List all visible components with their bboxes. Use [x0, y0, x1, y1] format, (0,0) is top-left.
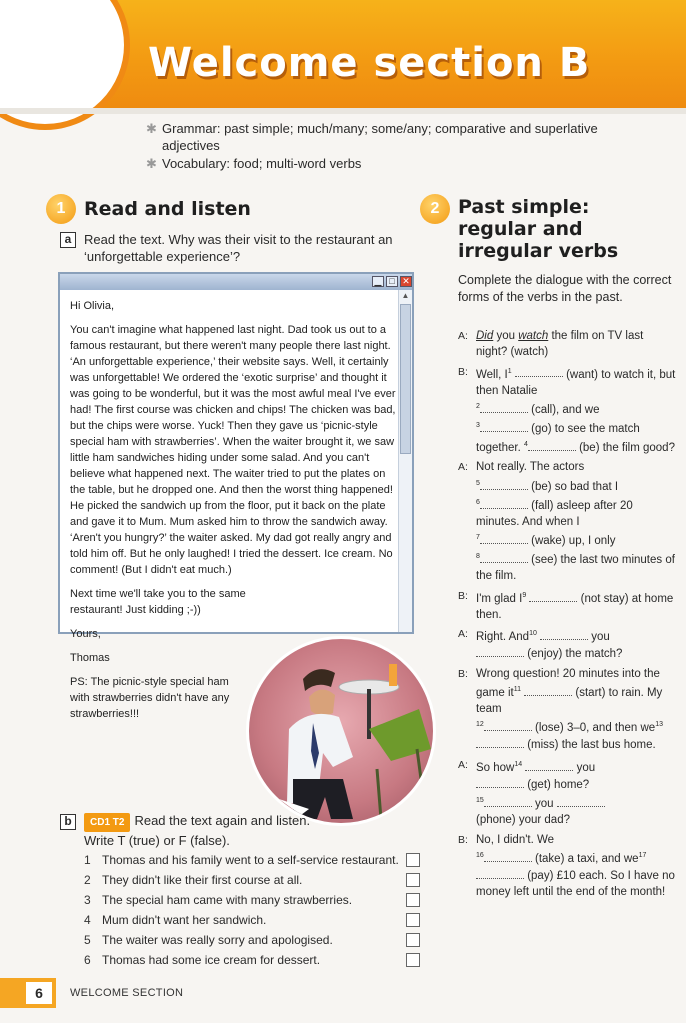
- speaker-label: A:: [458, 461, 468, 474]
- task-a-instruction: Read the text. Why was their visit to the restaurant an ‘unforgettable experience’?: [84, 232, 393, 264]
- dialogue-text: you: [535, 798, 554, 811]
- answer-blank[interactable]: [484, 850, 532, 862]
- dialogue-text: (call), and we: [531, 403, 600, 416]
- list-item: [84, 910, 424, 930]
- cd-track-button[interactable]: CD1 T2: [84, 813, 130, 832]
- dialogue-text: (be) the film good?: [579, 442, 675, 455]
- list-item: [84, 870, 424, 890]
- true-false-list: [84, 850, 424, 970]
- statement-text: The waiter was really sorry and apologised.: [102, 933, 333, 947]
- answer-blank[interactable]: [476, 867, 524, 879]
- email-next-time: Next time we'll take you to the same restaurant! Just kidding ;-)): [70, 588, 246, 616]
- statement-number: 4: [84, 913, 91, 927]
- answer-blank[interactable]: [524, 684, 572, 696]
- answer-blank[interactable]: [476, 736, 524, 748]
- dialogue-text: (want) to watch it, but then Natalie: [476, 368, 676, 397]
- star-bullet-icon: ✱: [146, 121, 157, 136]
- speaker-label: B:: [458, 589, 468, 602]
- dialogue-line: B: I'm glad $I^9$ (not stay) at home then.: [458, 588, 676, 623]
- section-2-title-line: Past simple:: [458, 196, 590, 218]
- page-title: Welcome section B: [148, 40, 591, 86]
- speaker-label: A:: [458, 330, 468, 342]
- grammar-topics: Grammar: past simple; much/many; some/any; comparative and superlative adjectives: [162, 121, 598, 153]
- answer-blank[interactable]: [525, 759, 573, 771]
- dialogue-text: Wrong question! 20 minutes into the game it: [476, 667, 660, 699]
- task-b-letter: b: [60, 814, 76, 830]
- list-item: [84, 950, 424, 970]
- dialogue-line: B: No, I didn't. We $^{16}$ (take) a taxi, and $we^{17}$ (pay) £10 each. So I have no money left until the end of the month!: [458, 832, 676, 901]
- answer-blank[interactable]: [484, 795, 532, 807]
- dialogue-text: (phone) your dad?: [476, 814, 570, 827]
- dialogue-text: So how: [476, 761, 515, 774]
- answer-blank[interactable]: [480, 497, 528, 509]
- list-item: [84, 850, 424, 870]
- dialogue-text: (take) a taxi, and we: [535, 852, 639, 865]
- dialogue-line: A: So how$^{14}$ you (get) home? $^{15}$ you (phone) your dad?: [458, 757, 676, 829]
- email-ps: PS: The picnic-style special ham with strawberries didn't have any strawberries!!!: [70, 676, 230, 720]
- answer-blank[interactable]: [476, 645, 524, 657]
- dialogue: [458, 328, 676, 901]
- dialogue-text: (wake) up, I only: [531, 535, 616, 548]
- footer-label: WELCOME SECTION: [70, 987, 184, 999]
- task-b-instruction: Read the text again and listen. Write T (true) or F (false).: [84, 813, 311, 848]
- section-2-title-line: regular and: [458, 218, 583, 240]
- answer-box[interactable]: [406, 913, 420, 927]
- speaker-label: A:: [458, 758, 468, 771]
- section-2-number: 2: [420, 194, 450, 224]
- statement-number: 1: [84, 853, 91, 867]
- statement-number: 5: [84, 933, 91, 947]
- speaker-label: B:: [458, 833, 468, 846]
- statement-text: They didn't like their first course at all.: [102, 873, 303, 887]
- dialogue-text: (get) home?: [527, 778, 590, 791]
- section-2-instruction: Complete the dialogue with the correct forms of the verbs in the past.: [458, 273, 672, 304]
- email-window: [58, 272, 414, 720]
- dialogue-text: (start) to rain. My team: [476, 686, 663, 716]
- waiter-illustration: [249, 639, 436, 826]
- answer-blank[interactable]: [480, 401, 528, 413]
- answer-blank[interactable]: [476, 776, 524, 788]
- vocabulary-topics: Vocabulary: food; multi-word verbs: [162, 156, 362, 171]
- answer-blank[interactable]: [528, 439, 576, 451]
- answer-blank[interactable]: [540, 628, 588, 640]
- answer-blank[interactable]: [529, 590, 577, 602]
- dialogue-line: B: Well, $I^1$ (want) to watch it, but then Natalie $^2$ (call), and we $^3$ (go) to see the match together. $^4$ (be) the film good?: [458, 364, 676, 457]
- example-answer: Did: [476, 330, 494, 342]
- statement-number: 6: [84, 953, 91, 967]
- scrollbar[interactable]: [398, 290, 412, 632]
- answer-blank[interactable]: [480, 551, 528, 563]
- scrollbar-thumb[interactable]: [400, 304, 411, 454]
- task-a-letter: a: [60, 232, 76, 248]
- section-2-title-line: irregular verbs: [458, 240, 619, 262]
- task-b-header: [84, 812, 334, 849]
- dialogue-line: B: Wrong question! 20 minutes into the game $it^{11}$ (start) to rain. My team $^{12}$ (lose) 3–0, and then $we^{13}$ (miss) the last bus home.: [458, 666, 676, 754]
- dialogue-line: A: Right. And$^{10}$ you (enjoy) the match?: [458, 626, 676, 662]
- speaker-label: B:: [458, 667, 468, 680]
- answer-blank[interactable]: [480, 478, 528, 490]
- answer-box[interactable]: [406, 873, 420, 887]
- dialogue-text: you: [576, 761, 596, 774]
- scroll-up-icon[interactable]: ▲: [401, 291, 410, 300]
- dialogue-text: (see) the last two minutes of the film.: [476, 554, 675, 583]
- email-paragraph: You can't imagine what happened last night. Dad took us out to a famous restaurant, but there weren't many people there last night. ‘An unforgettable experience,’ their website says. Well, it certainly was unforgettable! We ordered the ‘exotic surprise’ and thought it was going to be wonderful, but it was the most awful meal I've ever had! The first course was chicken and chips! The chicken was bad, but the chips were worse. Yuck! Then they gave us ‘picnic-style special ham with strawberries’. When the waiter brought it, we saw little ham sandwiches hiding under some salad. And you can't believe what happened next. The waiter tried to put the plates on the table, but he dropped one. And then the worst thing happened! He picked the sandwich up from the floor, put it back on the plate and gave it to Mum. Mum asked him to throw the sandwich away. ‘Aren't you hungry?’ the waiter asked. My dad got really angry and told him off. But he only laughed! I tried the dessert. Ice cream. No comment! (But I didn't eat much.): [70, 324, 396, 576]
- list-item: [84, 930, 424, 950]
- speaker-label: B:: [458, 365, 468, 378]
- dialogue-text: I'm glad I: [476, 592, 523, 605]
- dialogue-line: A: Not really. The actors $^5$ (be) so bad that I $^6$ (fall) asleep after 20 minutes. And when I $^7$ (wake) up, I only $^8$ (see) the last two minutes of the film.: [458, 459, 676, 584]
- dialogue-text: (lose) 3–0, and then we: [535, 722, 656, 735]
- answer-box[interactable]: [406, 953, 420, 967]
- dialogue-text: (be) so bad that I: [531, 480, 619, 493]
- statement-text: Mum didn't want her sandwich.: [102, 913, 267, 927]
- banner-divider: [0, 108, 686, 114]
- close-icon[interactable]: ✕: [400, 276, 412, 287]
- statement-text: Thomas and his family went to a self-service restaurant.: [102, 853, 399, 867]
- answer-blank[interactable]: [515, 365, 563, 377]
- dialogue-text: (miss) the last bus home.: [527, 739, 656, 752]
- maximize-icon[interactable]: □: [386, 276, 398, 287]
- section-intro: [146, 120, 626, 173]
- dialogue-text: you: [591, 631, 610, 644]
- answer-box[interactable]: [406, 933, 420, 947]
- answer-blank[interactable]: [480, 420, 528, 432]
- waiter-photo: [246, 636, 436, 826]
- dialogue-text: No, I didn't. We: [476, 833, 555, 846]
- dialogue-text: you: [496, 330, 516, 342]
- dialogue-text: (fall) asleep after 20 minutes. And when I: [476, 499, 633, 528]
- dialogue-text: (pay) £10 each. So I have no money left until the end of the month!: [476, 870, 675, 899]
- statement-number: 3: [84, 893, 91, 907]
- list-item: [84, 890, 424, 910]
- dialogue-line: [458, 328, 676, 361]
- email-greeting: Hi Olivia,: [70, 300, 115, 312]
- section-2-title: [458, 196, 678, 262]
- statement-text: The special ham came with many strawberries.: [102, 893, 353, 907]
- minimize-icon[interactable]: ▁: [372, 276, 384, 287]
- dialogue-text: Right. And: [476, 631, 530, 644]
- section-1-title: Read and listen: [84, 198, 251, 220]
- answer-box[interactable]: [406, 893, 420, 907]
- answer-blank[interactable]: [557, 795, 605, 807]
- dialogue-text: Not really. The actors: [476, 461, 585, 474]
- answer-box[interactable]: [406, 853, 420, 867]
- speaker-label: A:: [458, 628, 468, 641]
- statement-number: 2: [84, 873, 91, 887]
- dialogue-text: Well, I: [476, 368, 508, 381]
- answer-blank[interactable]: [480, 532, 528, 544]
- dialogue-text: the film on TV last night? (watch): [476, 330, 644, 359]
- email-signoff: Yours,: [70, 628, 101, 640]
- statement-text: Thomas had some ice cream for dessert.: [102, 953, 321, 967]
- example-answer: watch: [518, 330, 549, 342]
- section-1-number: 1: [46, 194, 76, 224]
- window-title-bar: [60, 274, 412, 290]
- dialogue-text: (enjoy) the match?: [527, 648, 623, 661]
- email-name: Thomas: [70, 652, 110, 664]
- star-bullet-icon: ✱: [146, 156, 157, 171]
- dialogue-text: (go) to see the match together.: [476, 422, 640, 455]
- page-number: 6: [26, 982, 52, 1004]
- dialogue-text: (not stay) at home then.: [476, 592, 674, 621]
- answer-blank[interactable]: [484, 719, 532, 731]
